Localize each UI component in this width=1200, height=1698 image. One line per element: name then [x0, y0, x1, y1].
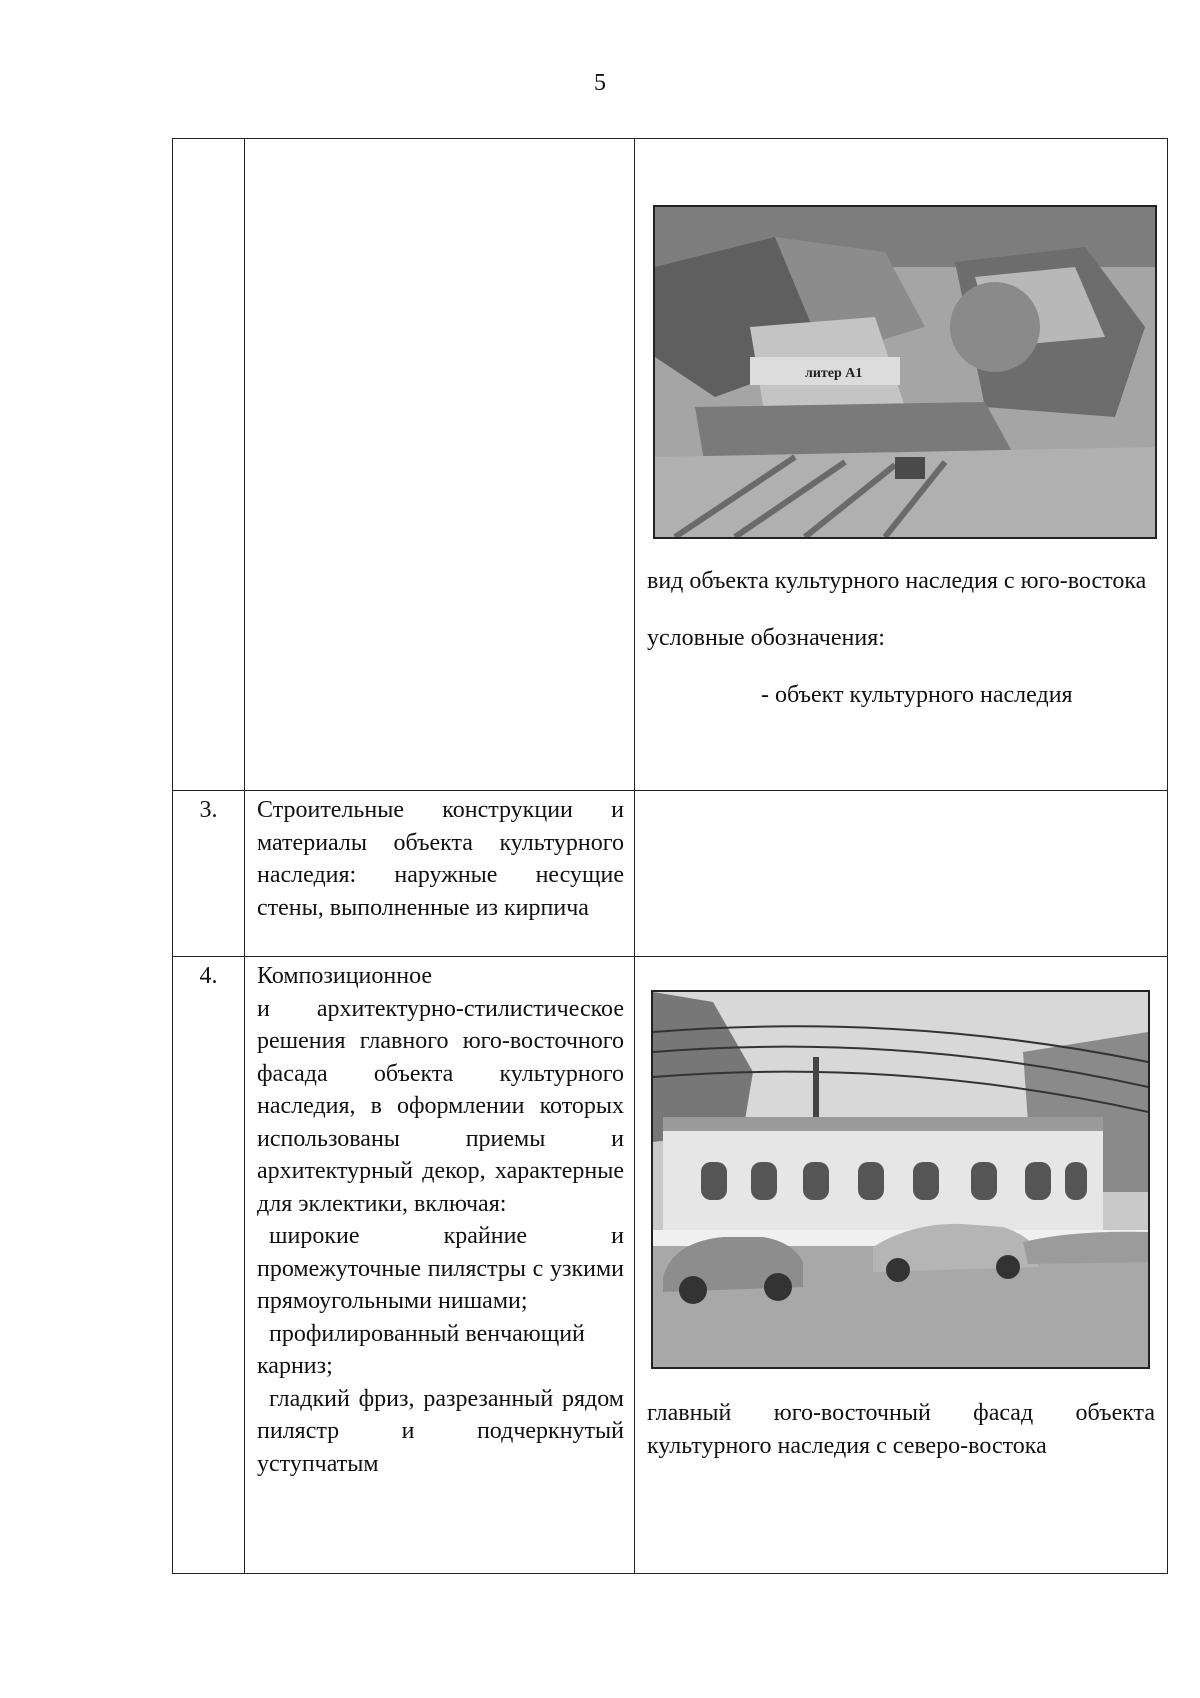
description-line: гладкий фриз, разрезанный рядом пилястр и подчеркнутый уступчатым [257, 1385, 624, 1477]
row-number [173, 139, 245, 791]
description-line: широкие крайние и промежуточные пилястры с узкими прямоугольными нишами; [257, 1223, 624, 1314]
description-line: и архитектурно-стилистическое решения главного юго-восточного фасада объекта культурного наследия, в оформлении которых использованы приемы и архитектурный декор, характерные для эклектики, включая: [257, 995, 624, 1217]
table-row [173, 791, 1168, 957]
description-line: профилированный венчающий карниз; [257, 1320, 585, 1379]
row-description [245, 957, 635, 1574]
table-row [173, 957, 1168, 1574]
row-illustration [635, 791, 1168, 957]
legend-title: условные обозначения: [647, 625, 885, 651]
legend-item: - объект культурного наследия [761, 682, 1073, 708]
row-description [245, 139, 635, 791]
heritage-table [172, 138, 1168, 1574]
row-number: 4. [173, 957, 245, 1574]
photo-caption: главный юго-восточный фасад объекта культурного наследия с северо-востока [647, 1400, 1155, 1459]
page-number: 5 [594, 70, 606, 96]
photo-caption: вид объекта культурного наследия с юго-востока [647, 568, 1147, 594]
facade-photo [651, 990, 1150, 1369]
row-number: 3. [173, 791, 245, 957]
aerial-view-photo [653, 205, 1157, 539]
building-label: литер А1 [805, 366, 863, 381]
row-illustration [635, 957, 1168, 1574]
table-row [173, 139, 1168, 791]
row-description: Строительные конструкции и материалы объекта культурного наследия: наружные несущие стены, выполненные из кирпича [245, 791, 635, 957]
row-illustration [635, 139, 1168, 791]
description-line: Композиционное [257, 963, 433, 989]
